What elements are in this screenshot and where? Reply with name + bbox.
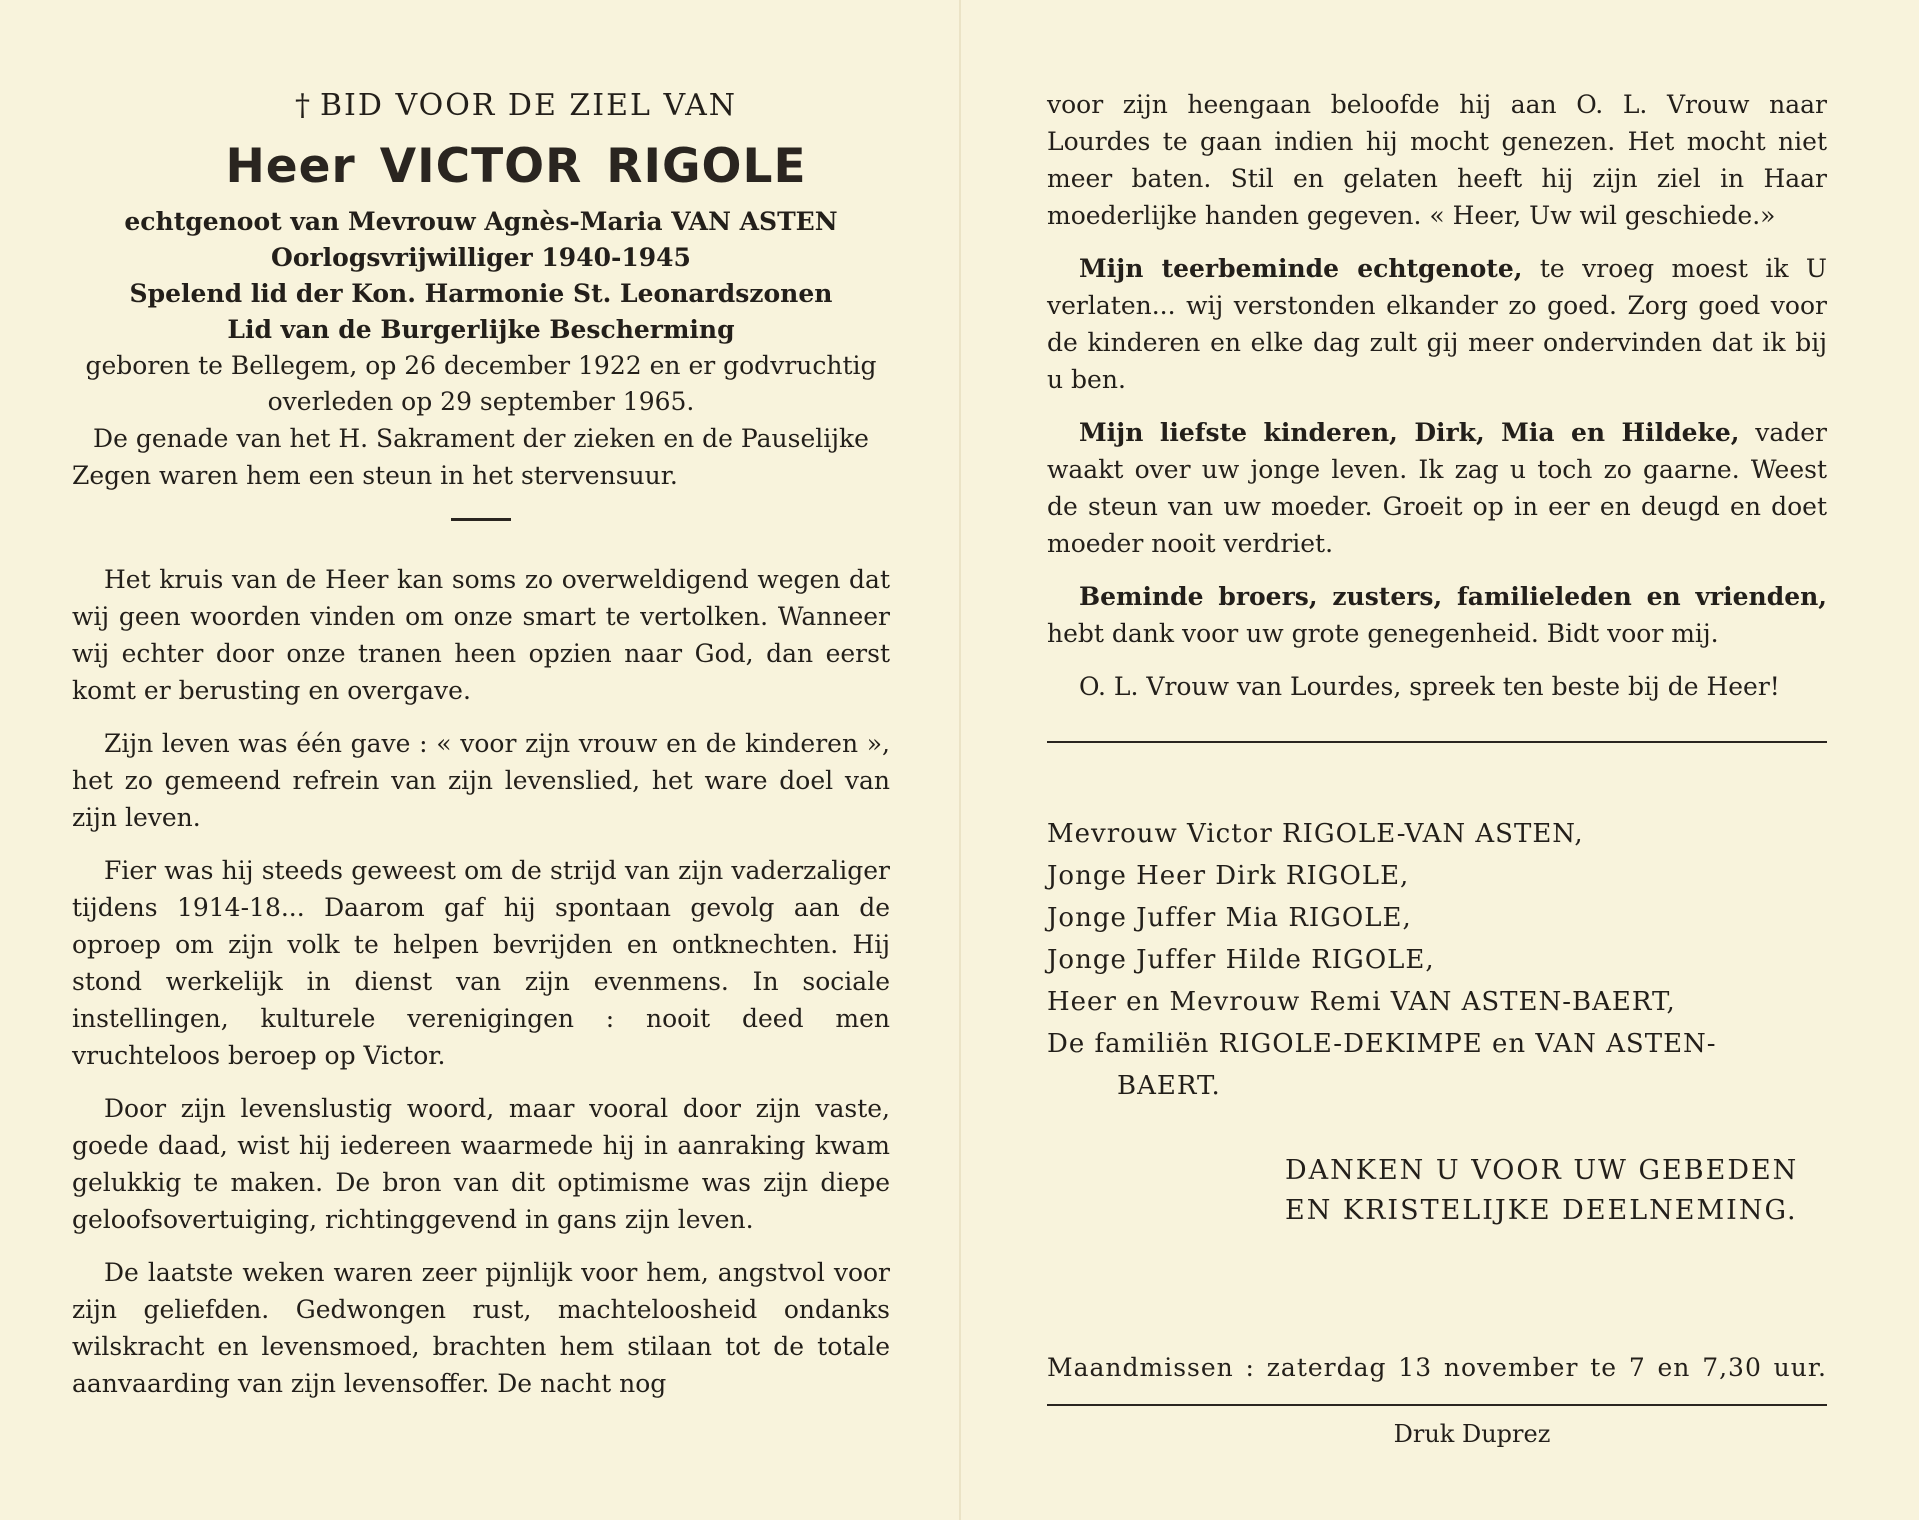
- harmonie-line: Spelend lid der Kon. Harmonie St. Leonardszonen: [129, 279, 833, 308]
- printer-credit: Druk Duprez: [1393, 1420, 1551, 1448]
- monthly-mass: Maandmissen : zaterdag 13 november te 7 en 7,30 uur.: [1047, 1353, 1827, 1382]
- family-member: Jonge Heer Dirk RIGOLE,: [1047, 861, 1410, 891]
- sacrament-text: De genade van het H. Sakrament der zieken en de Pauselijke Zegen waren hem een steun in het stervensuur.: [72, 424, 869, 490]
- relatives-address-text: hebt dank voor uw grote genegenheid. Bidt voor mij.: [1047, 619, 1719, 648]
- divider: [451, 518, 511, 521]
- paragraph-1: Het kruis van de Heer kan soms zo overweldigend wegen dat wij geen woorden vinden om onze smart te vertolken. Wanneer wij echter door onze tranen heen opzien naar God, dan eerst komt er berusting en overgave.: [72, 565, 890, 705]
- last-name: RIGOLE: [606, 139, 807, 194]
- relatives-address-heading: Beminde broers, zusters, familieleden en vrienden,: [1079, 582, 1827, 611]
- deceased-name: [72, 138, 890, 196]
- thanks-line-2: EN KRISTELIJKE DEELNEMING.: [1285, 1195, 1798, 1226]
- left-column: [72, 86, 890, 1402]
- continuation-text: voor zijn heengaan beloofde hij aan O. L. Vrouw naar Lourdes te gaan indien hij mocht genezen. Het mocht niet meer baten. Stil en gelaten heeft hij zijn ziel in Haar moederlijke handen gegeven. « Heer, Uw wil geschiede.»: [1047, 90, 1827, 230]
- prayer-heading: [72, 86, 890, 126]
- honorific: Heer: [225, 139, 356, 194]
- spouse-address: [1047, 250, 1827, 398]
- relatives-address: [1047, 578, 1827, 652]
- lourdes-prayer: O. L. Vrouw van Lourdes, spreek ten beste bij de Heer!: [1079, 672, 1780, 701]
- death-line: overleden op 29 september 1965.: [267, 387, 695, 416]
- spouse-address-text: te vroeg moest ik U verlaten... wij verstonden elkander zo goed. Zorg goed voor de kinderen en elke dag zult gij meer ondervinden dat ik bij u ben.: [1047, 254, 1827, 394]
- right-page: [959, 0, 1918, 1520]
- right-column: [1047, 86, 1827, 1448]
- family-list: [1047, 813, 1827, 1107]
- family-member: Jonge Juffer Hilde RIGOLE,: [1047, 945, 1435, 975]
- spouse-address-heading: Mijn teerbeminde echtgenote,: [1079, 254, 1523, 283]
- family-member-continued: BAERT.: [1117, 1071, 1221, 1101]
- family-member: Mevrouw Victor RIGOLE-VAN ASTEN,: [1047, 819, 1584, 849]
- birth-line: geboren te Bellegem, op 26 december 1922 en er godvruchtig: [85, 351, 877, 380]
- first-name: VICTOR: [379, 139, 583, 194]
- spouse-line: echtgenoot van Mevrouw Agnès-Maria VAN ASTEN: [124, 207, 838, 236]
- family-member: Jonge Juffer Mia RIGOLE,: [1047, 903, 1412, 933]
- civil-protection-line: Lid van de Burgerlijke Bescherming: [227, 315, 735, 344]
- children-address-heading: Mijn liefste kinderen, Dirk, Mia en Hildeke,: [1079, 418, 1740, 447]
- cross-icon: †: [294, 88, 312, 123]
- left-page: [0, 0, 959, 1520]
- children-address-text: vader waakt over uw jonge leven. Ik zag u toch zo gaarne. Weest de steun van uw moeder. Groeit op in eer en deugd en doet moeder nooit verdriet.: [1047, 418, 1827, 558]
- family-member: Heer en Mevrouw Remi VAN ASTEN-BAERT,: [1047, 987, 1676, 1017]
- paragraph-4: Door zijn levenslustig woord, maar vooral door zijn vaste, goede daad, wist hij iedereen waarmede hij in aanraking kwam gelukkig te maken. De bron van dit optimisme was zijn diepe geloofsovertuiging, richtinggevend in gans zijn leven.: [72, 1094, 890, 1234]
- paragraph-2: Zijn leven was één gave : « voor zijn vrouw en de kinderen », het zo gemeend refrein van zijn levenslied, het ware doel van zijn leven.: [72, 729, 890, 832]
- heading-text: BID VOOR DE ZIEL VAN: [319, 88, 738, 123]
- paragraph-3: Fier was hij steeds geweest om de strijd van zijn vaderzaliger tijdens 1914-18... Daarom gaf hij spontaan gevolg aan de oproep om zijn volk te helpen bevrijden en ontknechten. Hij stond werkelijk in dienst van zijn evenmens. In sociale instellingen, kulturele verenigingen : nooit deed men vruchteloos beroep op Victor.: [72, 856, 890, 1070]
- family-member: De familiën RIGOLE-DEKIMPE en VAN ASTEN-: [1047, 1029, 1717, 1059]
- volunteer-line: Oorlogsvrijwilliger 1940-1945: [271, 243, 691, 272]
- paragraph-5: De laatste weken waren zeer pijnlijk voor hem, angstvol voor zijn geliefden. Gedwongen rust, machteloosheid ondanks wilskracht en levensmoed, brachten hem stilaan tot de totale aanvaarding van zijn levensoffer. De nacht nog: [72, 1258, 890, 1398]
- children-address: [1047, 414, 1827, 562]
- thanks-line-1: DANKEN U VOOR UW GEBEDEN: [1285, 1155, 1799, 1186]
